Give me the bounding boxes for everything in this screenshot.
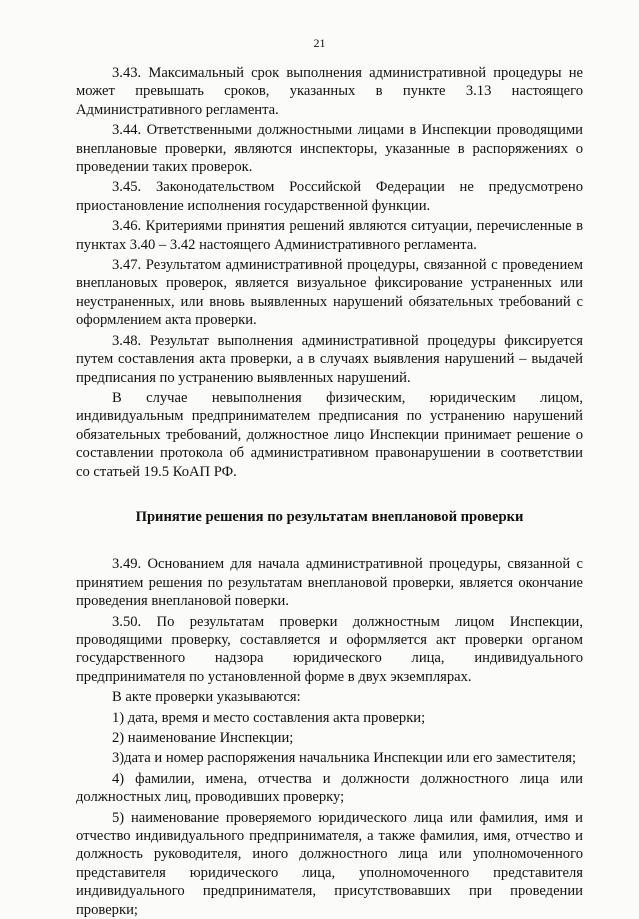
paragraph-3-46: 3.46. Критериями принятия решений являются ситуации, перечисленные в пунктах 3.40 – 3.42 настоящего Административного регламента. — [76, 218, 583, 253]
paragraph-3-45: 3.45. Законодательством Российской Федерации не предусмотрено приостановление исполнения государственной функции. — [76, 179, 583, 214]
page-number: 21 — [313, 36, 326, 50]
list-item-2: 2) наименование Инспекции; — [112, 730, 294, 746]
document-body — [76, 62, 583, 919]
paragraph-3-48: 3.48. Результат выполнения административной процедуры фиксируется путем составления акта проверки, а в случаях выявления нарушений – выдачей предписания по устранению выявленных нарушений. — [76, 332, 583, 386]
paragraph-3-43: 3.43. Максимальный срок выполнения административной процедуры не может превышать сроков, указанных в пункте 3.13 настоящего Административного регламента. — [76, 65, 583, 118]
list-item-5: 5) наименование проверяемого юридического лица или фамилия, имя и отчество индивидуального предпринимателя, а также фамилия, имя, отчество и должность руководителя, иного должностного лица или уполномоченного представителя юридического лица, уполномоченного представителя индивидуального предпринимателя, присутствовавших при проведении проверки; — [76, 809, 583, 918]
paragraph-3-50: 3.50. По результатам проверки должностным лицом Инспекции, проводящими проверку, составляется и оформляется акт проверки органом государственного надзора юридического лица, индивидуального предпринимателя по установленной форме в двух экземплярах. — [76, 613, 583, 685]
list-item-3: 3)дата и номер распоряжения начальника Инспекции или его заместителя; — [112, 750, 576, 767]
paragraph-3-47: 3.47. Результатом административной процедуры, связанной с проведением внеплановых проверок, является визуальное фиксирование устраненных или неустраненных, или вновь выявленных нарушений обязательных требований с оформлением акта проверки. — [76, 257, 583, 329]
paragraph-3-44: 3.44. Ответственными должностными лицами в Инспекции проводящими внеплановые проверки, являются инспекторы, указанные в распоряжениях о проведении таких проверок. — [76, 122, 583, 176]
list-item-1: 1) дата, время и место составления акта проверки; — [112, 709, 426, 726]
paragraph-non-compliance: В случае невыполнения физическим, юридическим лицом, индивидуальным предпринимателем предписания по устранению нарушений обязательных требований, должностное лицо Инспекции принимает решение о составлении протокола об административном правонарушении в соответствии со статьей 19.5 КоАП РФ. — [76, 389, 583, 480]
list-item-4: 4) фамилии, имена, отчества и должности должностного лица или должностных лиц, проводивших проверку; — [76, 770, 583, 806]
section-heading: Принятие решения по результатам внеплановой проверки — [135, 508, 524, 525]
paragraph-act-contents-intro: В акте проверки указываются: — [112, 689, 301, 706]
paragraph-3-49: 3.49. Основанием для начала административной процедуры, связанной с принятием решения по результатам внеплановой проверки, является окончание проведения внеплановой поверки. — [76, 556, 583, 610]
